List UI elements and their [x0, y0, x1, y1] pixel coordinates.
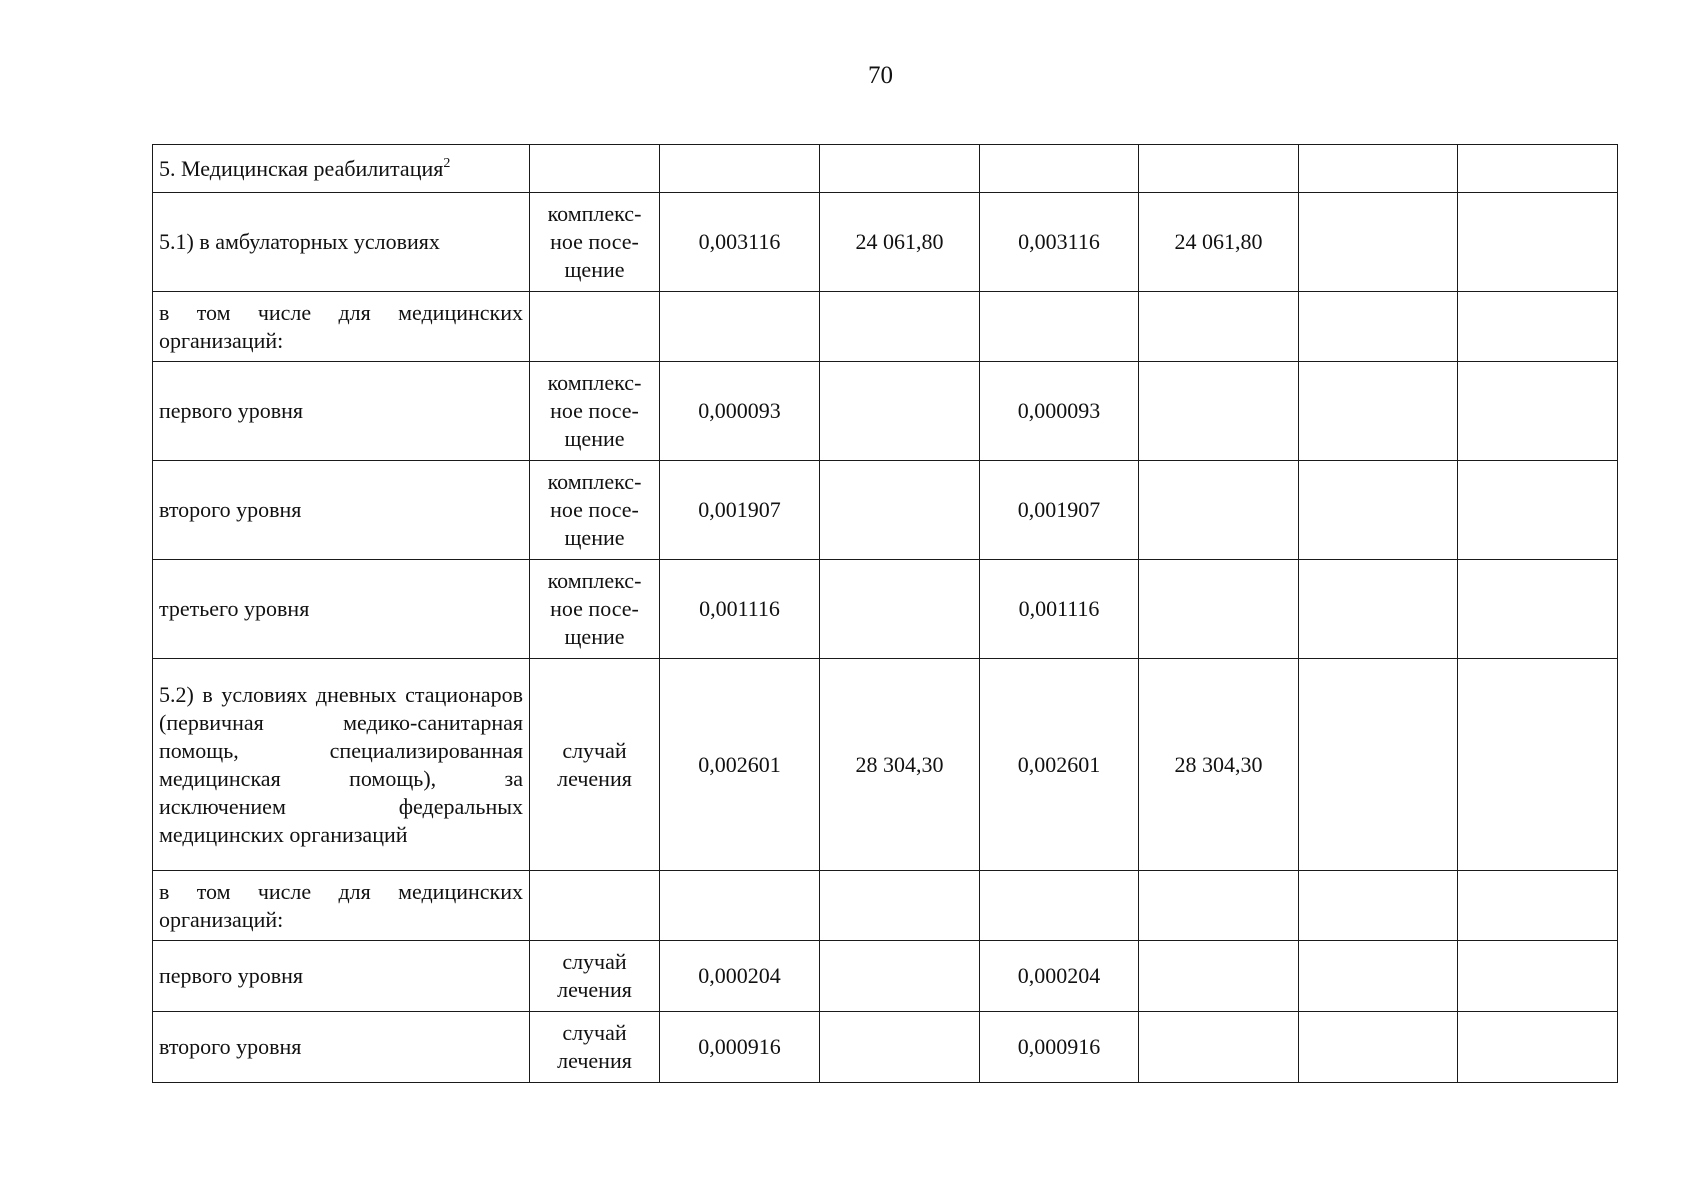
value-cell	[1139, 292, 1299, 362]
value-cell	[1458, 659, 1618, 871]
value-cell	[1139, 1012, 1299, 1083]
table-row	[153, 659, 1618, 871]
table-row	[153, 362, 1618, 461]
value-cell	[980, 145, 1139, 193]
value-cell: 28 304,30	[1139, 659, 1299, 871]
unit-cell	[530, 145, 660, 193]
unit-cell: случай лечения	[530, 659, 660, 871]
value-cell	[1458, 1012, 1618, 1083]
value-cell	[1299, 1012, 1458, 1083]
value-cell	[820, 461, 980, 560]
rehabilitation-table	[152, 144, 1618, 1083]
value-cell	[820, 145, 980, 193]
row-name-cell: второго уровня	[153, 461, 530, 560]
unit-cell	[530, 871, 660, 941]
row-name-cell: первого уровня	[153, 941, 530, 1012]
unit-cell: комплекс-ное посе-щение	[530, 193, 660, 292]
page-number: 70	[868, 62, 893, 89]
row-name-cell: в том числе для медицинских организаций:	[153, 292, 530, 362]
value-cell: 0,003116	[980, 193, 1139, 292]
value-cell	[980, 292, 1139, 362]
value-cell	[820, 1012, 980, 1083]
unit-cell: комплекс-ное посе-щение	[530, 362, 660, 461]
row-name-cell: 5.2) в условиях дневных стационаров (первичная медико-санитарная помощь, специализированная медицинская помощь), за исключением федеральных медицинских организаций	[153, 659, 530, 871]
value-cell	[1458, 292, 1618, 362]
footnote-marker: 2	[443, 155, 451, 171]
value-cell: 0,001907	[980, 461, 1139, 560]
value-cell	[1299, 193, 1458, 292]
row-name-cell: 5. Медицинская реабилитация$^2$	[153, 145, 530, 193]
value-cell: 0,000916	[980, 1012, 1139, 1083]
value-cell	[1299, 145, 1458, 193]
row-name-cell: второго уровня	[153, 1012, 530, 1083]
value-cell	[1299, 659, 1458, 871]
value-cell	[660, 292, 820, 362]
value-cell: 28 304,30	[820, 659, 980, 871]
value-cell: 0,000204	[980, 941, 1139, 1012]
value-cell	[1299, 362, 1458, 461]
value-cell	[1458, 145, 1618, 193]
row-name-cell: третьего уровня	[153, 560, 530, 659]
value-cell: 0,002601	[660, 659, 820, 871]
value-cell: 0,003116	[660, 193, 820, 292]
value-cell: 0,000916	[660, 1012, 820, 1083]
value-cell: 24 061,80	[1139, 193, 1299, 292]
row-name-cell: первого уровня	[153, 362, 530, 461]
value-cell: 0,001116	[980, 560, 1139, 659]
value-cell	[820, 292, 980, 362]
unit-cell: случай лечения	[530, 941, 660, 1012]
value-cell	[1299, 871, 1458, 941]
value-cell	[1139, 560, 1299, 659]
unit-cell: комплекс-ное посе-щение	[530, 560, 660, 659]
value-cell: 0,000093	[660, 362, 820, 461]
value-cell: 0,002601	[980, 659, 1139, 871]
value-cell	[820, 941, 980, 1012]
row-name-cell: в том числе для медицинских организаций:	[153, 871, 530, 941]
value-cell	[1458, 193, 1618, 292]
value-cell	[1299, 292, 1458, 362]
table-row	[153, 871, 1618, 941]
table-row	[153, 941, 1618, 1012]
table-row	[153, 292, 1618, 362]
table-row	[153, 193, 1618, 292]
value-cell	[1299, 461, 1458, 560]
value-cell	[820, 560, 980, 659]
value-cell	[1458, 871, 1618, 941]
value-cell	[660, 871, 820, 941]
unit-cell	[530, 292, 660, 362]
value-cell: 0,000093	[980, 362, 1139, 461]
value-cell	[1299, 560, 1458, 659]
value-cell	[1458, 560, 1618, 659]
value-cell	[1299, 941, 1458, 1012]
value-cell	[1139, 145, 1299, 193]
table-row	[153, 145, 1618, 193]
value-cell	[820, 871, 980, 941]
value-cell	[1139, 461, 1299, 560]
value-cell	[820, 362, 980, 461]
table-row	[153, 560, 1618, 659]
value-cell	[1139, 941, 1299, 1012]
value-cell	[1139, 871, 1299, 941]
value-cell	[1458, 461, 1618, 560]
value-cell: 0,001116	[660, 560, 820, 659]
value-cell	[1139, 362, 1299, 461]
value-cell: 24 061,80	[820, 193, 980, 292]
value-cell	[660, 145, 820, 193]
value-cell	[1458, 362, 1618, 461]
unit-cell: случай лечения	[530, 1012, 660, 1083]
value-cell: 0,001907	[660, 461, 820, 560]
unit-cell: комплекс-ное посе-щение	[530, 461, 660, 560]
value-cell	[1458, 941, 1618, 1012]
value-cell	[980, 871, 1139, 941]
table-row	[153, 461, 1618, 560]
row-name-cell: 5.1) в амбулаторных условиях	[153, 193, 530, 292]
table-row	[153, 1012, 1618, 1083]
value-cell: 0,000204	[660, 941, 820, 1012]
